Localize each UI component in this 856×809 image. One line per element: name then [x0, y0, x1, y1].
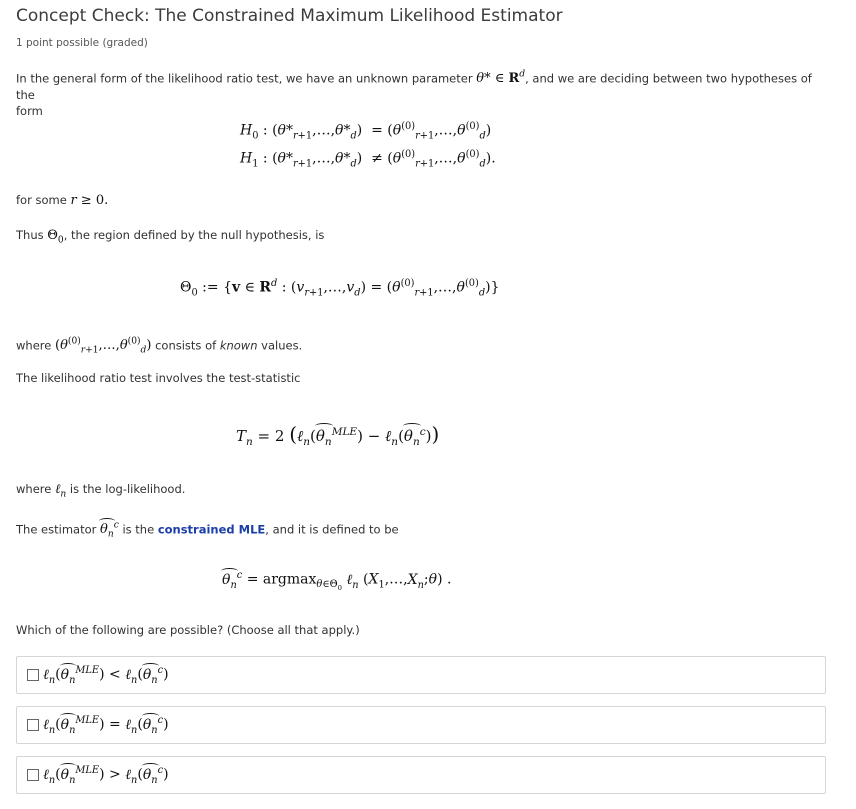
option-2[interactable]: [16, 706, 826, 744]
option-1-label: $\ell_n(\theta_n^{MLE})$ < $\ell_n(\theta_n^c)$: [43, 665, 169, 686]
points-label: 1 point possible (graded): [16, 37, 148, 49]
theta0-definition: $\Theta_0$ := {v ∈ $R^d$ : $(v_{r+1},\dots,v_d)$ = $(\theta^{(0)}_{r+1},\dots,\theta^{(0)}_d)$}: [180, 278, 500, 299]
page-title: Concept Check: The Constrained Maximum Likelihood Estimator: [16, 6, 563, 26]
question-text: Which of the following are possible? (Choose all that apply.): [16, 623, 360, 637]
checkbox-option-3[interactable]: [27, 769, 39, 781]
log-likelihood-text: where ℓ$_n$ is the log-likelihood.: [16, 482, 186, 500]
theta-star-math: θ* ∈ $R^d$: [476, 70, 526, 87]
lrt-text: The likelihood ratio test involves the test-statistic: [16, 371, 301, 385]
hypothesis-h1: $H_1$ : $(\theta*_{r+1},\dots,\theta*_d)$ ≠ $(\theta^{(0)}_{r+1},\dots,\theta^{(0)}_d)$.: [240, 149, 496, 170]
argmax-definition: $\theta_n^c = argmax_{\theta\in\Theta_0}$ ℓ$_n$ $(X_1,\dots,X_n;\theta)$ .: [222, 570, 452, 593]
checkbox-option-1[interactable]: [27, 669, 39, 681]
hypothesis-h0: $H_0$ : $(\theta*_{r+1},\dots,\theta*_d)$ = $(\theta^{(0)}_{r+1},\dots,\theta^{(0)}_d)$: [240, 121, 492, 142]
estimator-text: The estimator $\theta_n^c$ is the constrained MLE, and it is defined to be: [16, 518, 399, 543]
option-2-label: $\ell_n(\theta_n^{MLE})$ = $\ell_n(\theta_n^c)$: [43, 715, 169, 736]
thus-text: Thus $\Theta_0$, the region defined by the null hypothesis, is: [16, 228, 325, 246]
option-1[interactable]: [16, 656, 826, 694]
checkbox-option-2[interactable]: [27, 719, 39, 731]
constrained-mle-term: constrained MLE: [157, 522, 266, 537]
option-3-label: $\ell_n(\theta_n^{MLE})$ > $\ell_n(\theta_n^c)$: [43, 765, 169, 786]
test-statistic: $T_n = 2$ ($\ell_n(\theta_n^{MLE})$ − $\ell_n(\theta_n^c)$): [236, 422, 440, 448]
for-some-text: for some r ≥ 0.: [16, 193, 109, 208]
option-3[interactable]: [16, 756, 826, 794]
intro-paragraph: In the general form of the likelihood ratio test, we have an unknown parameter θ* ∈ $R^d$, and we are deciding between two hypotheses of the form: [16, 70, 812, 119]
where-known-text: where $(\theta^{(0)}_{r+1},\dots,\theta^{(0)}_d)$ consists of known values.: [16, 337, 303, 356]
